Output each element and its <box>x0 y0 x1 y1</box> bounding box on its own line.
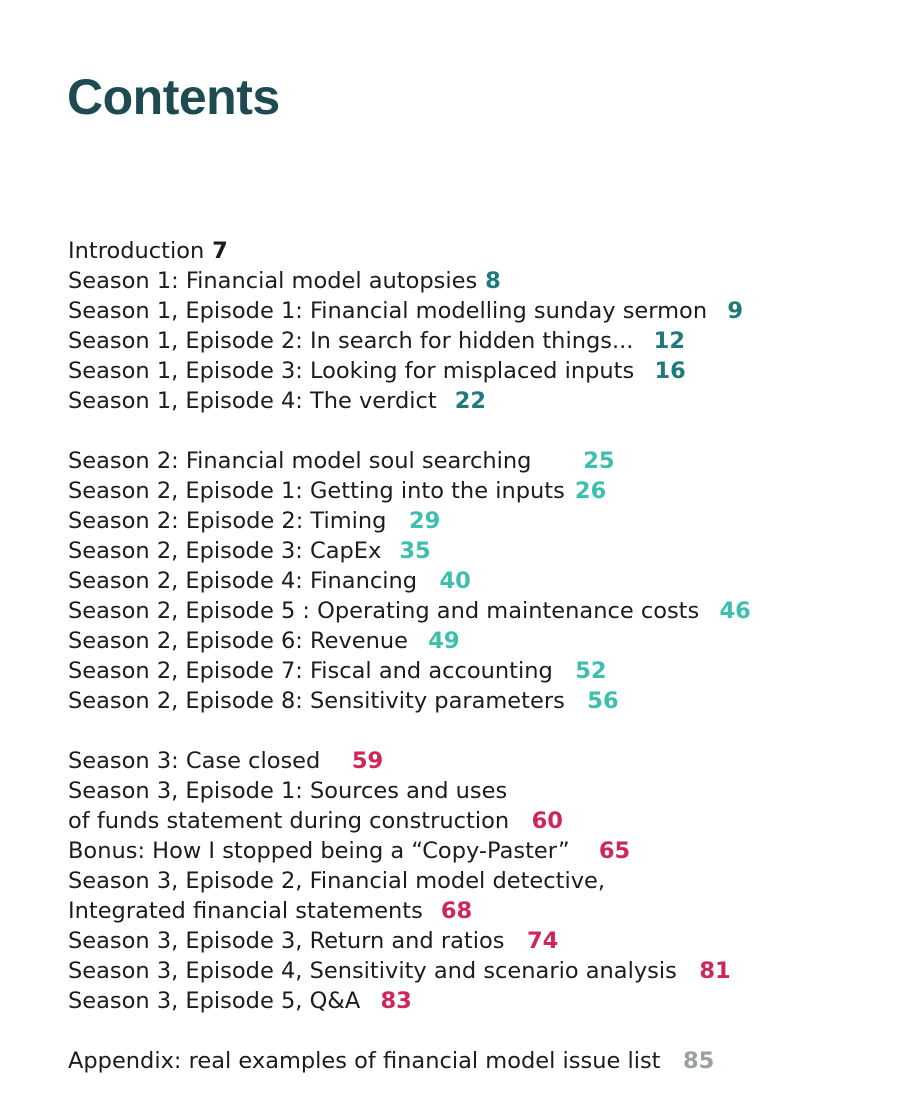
toc-entry-s2-e8[interactable] <box>68 686 888 716</box>
toc-entry-s1-e1[interactable] <box>68 296 888 326</box>
page-number: 12 <box>653 328 685 354</box>
page-number: 22 <box>454 388 487 414</box>
entry-title: Season 3: Case closed <box>68 748 321 774</box>
entry-title: Season 2, Episode 8: Sensitivity parameters <box>68 688 565 714</box>
section-gap <box>68 1016 888 1046</box>
toc-entry-bonus[interactable] <box>68 836 888 866</box>
toc-entry-s1-e2[interactable] <box>68 326 888 356</box>
page-number: 74 <box>526 928 559 954</box>
entry-title: Season 1, Episode 4: The verdict <box>68 388 437 414</box>
toc-entry-season-1[interactable] <box>68 266 888 296</box>
toc-entry-s3-e3[interactable] <box>68 926 888 956</box>
toc-entry-s2-e1[interactable] <box>68 476 888 506</box>
entry-title: Appendix: real examples of financial model issue list <box>68 1048 661 1074</box>
toc-entry-s2-e5[interactable] <box>68 596 888 626</box>
page-number: 65 <box>598 838 631 864</box>
toc-entry-s3-e2-cont[interactable] <box>68 896 888 926</box>
page-number: 25 <box>583 448 615 474</box>
section-gap <box>68 416 888 446</box>
page-number: 81 <box>699 958 731 984</box>
entry-title: Season 1, Episode 3: Looking for misplaced inputs <box>68 358 635 384</box>
toc-entry-s3-e1-cont[interactable] <box>68 806 888 836</box>
entry-title: Season 2, Episode 5 : Operating and maintenance costs <box>68 598 700 624</box>
entry-title: Season 3, Episode 1: Sources and uses <box>68 778 508 804</box>
toc-entry-s3-e5[interactable] <box>68 986 888 1016</box>
entry-title: Season 2, Episode 4: Financing <box>68 568 418 594</box>
toc-entry-season-3[interactable] <box>68 746 888 776</box>
entry-title: Season 2: Episode 2: Timing <box>68 508 387 534</box>
entry-title: Season 3, Episode 5, Q&A <box>68 988 361 1014</box>
page-number: 46 <box>719 598 751 624</box>
page-number: 56 <box>587 688 619 714</box>
page-number: 8 <box>485 268 501 294</box>
page-number: 26 <box>574 478 607 504</box>
entry-title: Season 2, Episode 3: CapEx <box>68 538 382 564</box>
page-number: 52 <box>575 658 607 684</box>
entry-title: Season 2: Financial model soul searching <box>68 448 532 474</box>
entry-title: Season 3, Episode 2, Financial model detective, <box>68 868 606 894</box>
toc-entry-s2-e7[interactable] <box>68 656 888 686</box>
entry-title: Bonus: How I stopped being a “Copy-Paster” <box>68 838 570 864</box>
entry-title: Season 1, Episode 1: Financial modelling sunday sermon <box>68 298 708 324</box>
toc-entry-s1-e4[interactable] <box>68 386 888 416</box>
entry-title: Introduction <box>68 238 205 264</box>
toc-entry-s3-e2[interactable] <box>68 866 888 896</box>
toc-entry-s2-e3[interactable] <box>68 536 888 566</box>
toc-entry-s3-e4[interactable] <box>68 956 888 986</box>
page-number: 85 <box>683 1048 715 1074</box>
section-gap <box>68 716 888 746</box>
toc-entry-s1-e3[interactable] <box>68 356 888 386</box>
page-number: 9 <box>727 298 743 324</box>
page-number: 29 <box>408 508 441 534</box>
page-title: Contents <box>67 69 280 125</box>
page-number: 40 <box>439 568 471 594</box>
entry-title: Season 2, Episode 7: Fiscal and accounting <box>68 658 553 684</box>
page-number: 49 <box>428 628 460 654</box>
toc-entry-s2-e6[interactable] <box>68 626 888 656</box>
entry-title: Season 1: Financial model autopsies <box>68 268 478 294</box>
entry-title: Season 2, Episode 6: Revenue <box>68 628 408 654</box>
entry-title: Season 2, Episode 1: Getting into the inputs <box>68 478 565 504</box>
entry-title: Season 3, Episode 4, Sensitivity and scenario analysis <box>68 958 677 984</box>
page-number: 35 <box>399 538 431 564</box>
toc-entry-s2-e4[interactable] <box>68 566 888 596</box>
entry-title: Season 1, Episode 2: In search for hidden things... <box>68 328 634 354</box>
page-number: 7 <box>212 238 228 264</box>
page-number: 60 <box>531 808 563 834</box>
entry-title: Season 3, Episode 3, Return and ratios <box>68 928 505 954</box>
entry-title-continued: of funds statement during construction <box>68 808 510 834</box>
table-of-contents <box>68 236 888 1076</box>
page-number: 83 <box>380 988 412 1014</box>
toc-entry-season-2[interactable] <box>68 446 888 476</box>
page-number: 68 <box>440 898 473 924</box>
entry-title-continued: Integrated financial statements <box>68 898 423 924</box>
page-number: 16 <box>654 358 686 384</box>
toc-entry-introduction[interactable] <box>68 236 888 266</box>
toc-entry-s2-e2[interactable] <box>68 506 888 536</box>
toc-entry-s3-e1[interactable] <box>68 776 888 806</box>
page-number: 59 <box>351 748 384 774</box>
toc-entry-appendix[interactable] <box>68 1046 888 1076</box>
